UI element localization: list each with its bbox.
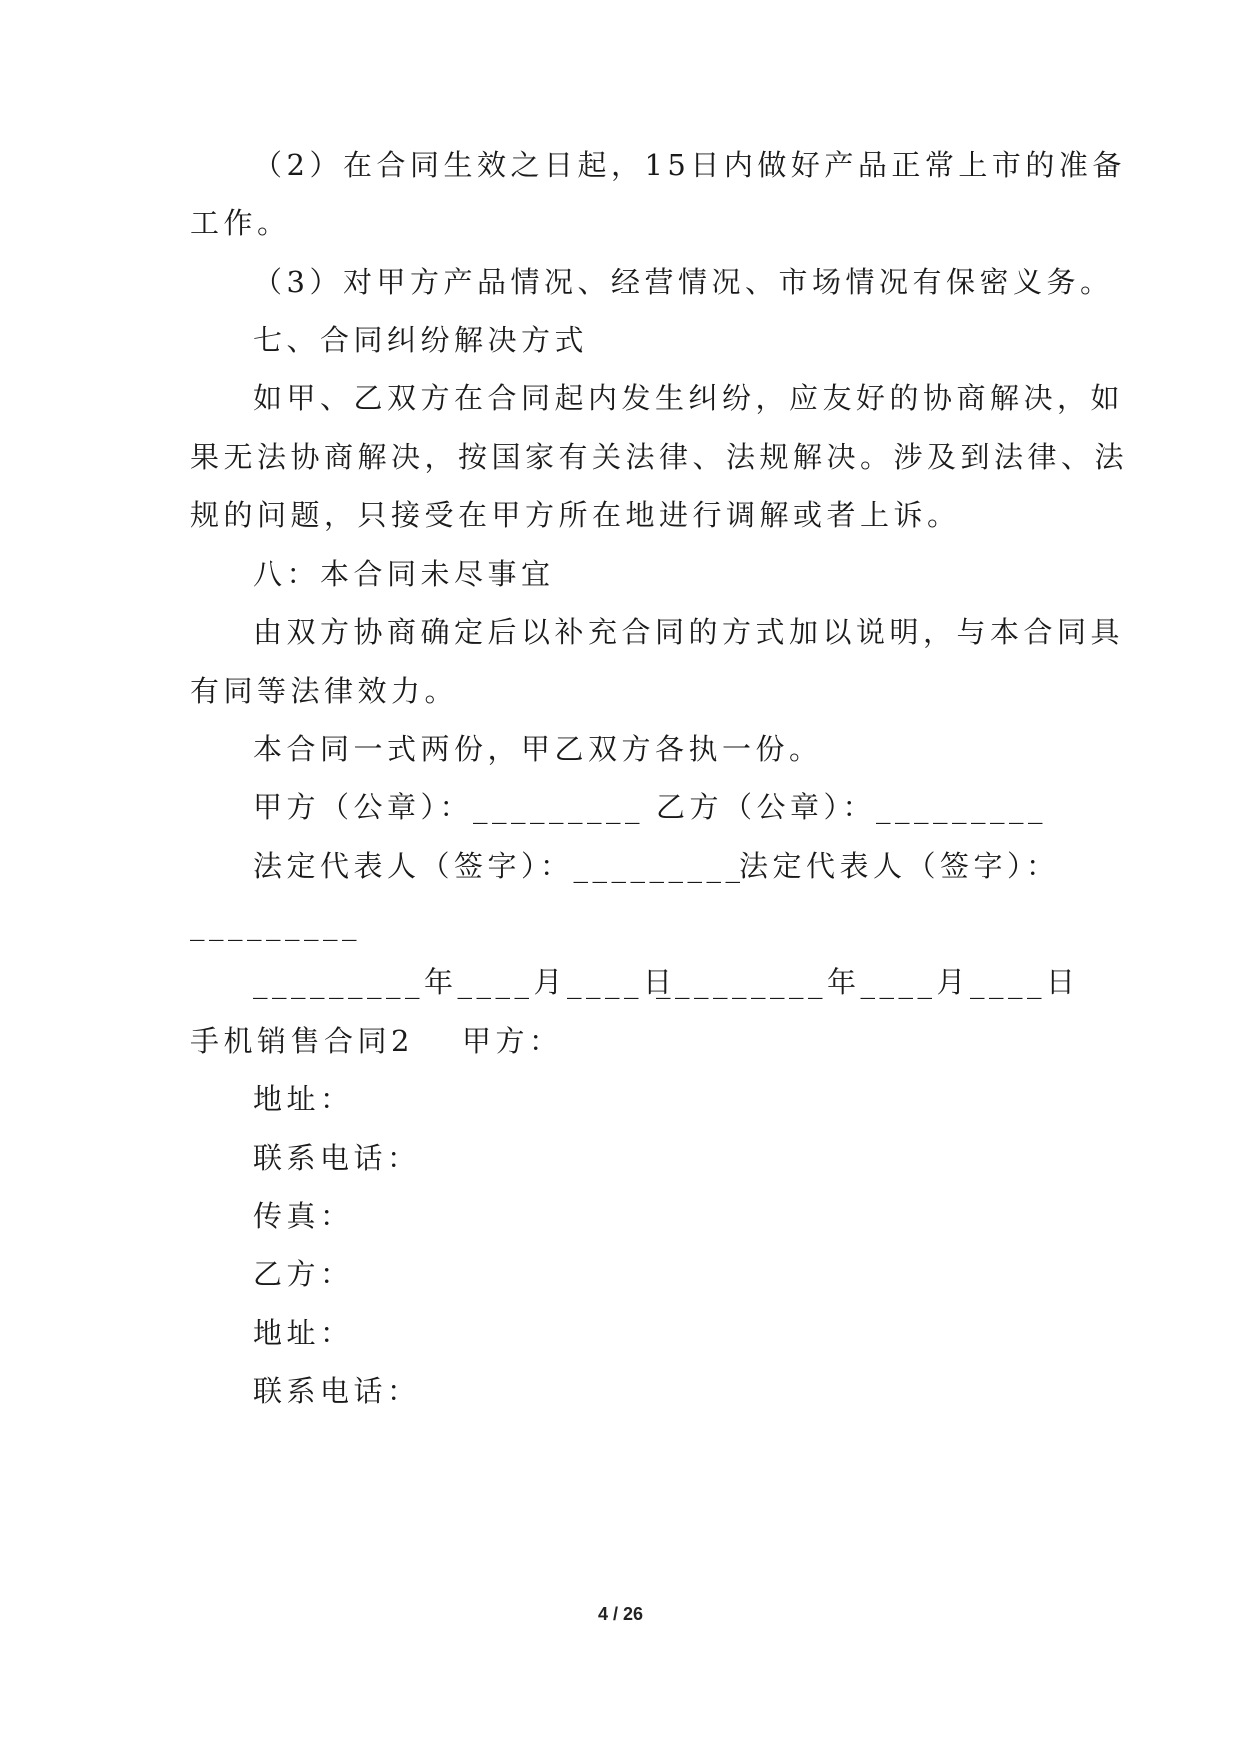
date-row xyxy=(253,964,1080,1000)
paragraph-line: 有同等法律效力。 xyxy=(190,674,459,708)
paragraph-line: 果无法协商解决，按国家有关法律、法规解决。涉及到法律、法 xyxy=(190,440,1129,474)
section-heading: 七、合同纠纷解决方式 xyxy=(253,323,589,357)
paragraph-line: （2）在合同生效之日起，15日内做好产品正常上市的准备 xyxy=(253,148,1126,182)
paragraph-line: （3）对甲方产品情况、经营情况、市场情况有保密义务。 xyxy=(253,265,1114,299)
paragraph-line: 由双方协商确定后以补充合同的方式加以说明，与本合同具 xyxy=(253,615,1125,649)
paragraph-line: 规的问题，只接受在甲方所在地进行调解或者上诉。 xyxy=(190,498,961,532)
rep-b-signature: 法定代表人（签字）： xyxy=(739,849,1060,883)
field-label: 联系电话： xyxy=(253,1374,421,1408)
field-label: 地址： xyxy=(253,1316,354,1350)
contract2-party-a: 甲方： xyxy=(462,1024,563,1058)
contract2-header xyxy=(190,1023,690,1059)
paragraph-line: 工作。 xyxy=(190,206,291,240)
page-number: 4 / 26 xyxy=(597,1604,644,1624)
field-label: 传真： xyxy=(253,1199,354,1233)
field-label: 联系电话： xyxy=(253,1141,421,1175)
paragraph-line: 如甲、乙双方在合同起内发生纠纷，应友好的协商解决，如 xyxy=(253,381,1125,415)
paragraph-line: 本合同一式两份，甲乙双方各执一份。 xyxy=(253,732,823,766)
contract2-title: 手机销售合同2 xyxy=(190,1024,414,1058)
field-label: 乙方： xyxy=(253,1257,354,1291)
date-a: _________年____月____日 xyxy=(253,965,677,999)
party-a-seal: 甲方（公章）：_________ xyxy=(253,790,645,824)
representative-row xyxy=(253,848,1060,884)
section-heading: 八：本合同未尽事宜 xyxy=(253,557,555,591)
rep-a-signature: 法定代表人（签字）：_________ xyxy=(253,849,745,883)
rep-b-blank: _________ xyxy=(190,907,361,941)
seal-row xyxy=(253,789,1053,825)
field-label: 地址： xyxy=(253,1082,354,1116)
date-b: _________年____月____日 xyxy=(656,965,1080,999)
party-b-seal: 乙方（公章）：_________ xyxy=(656,790,1048,824)
